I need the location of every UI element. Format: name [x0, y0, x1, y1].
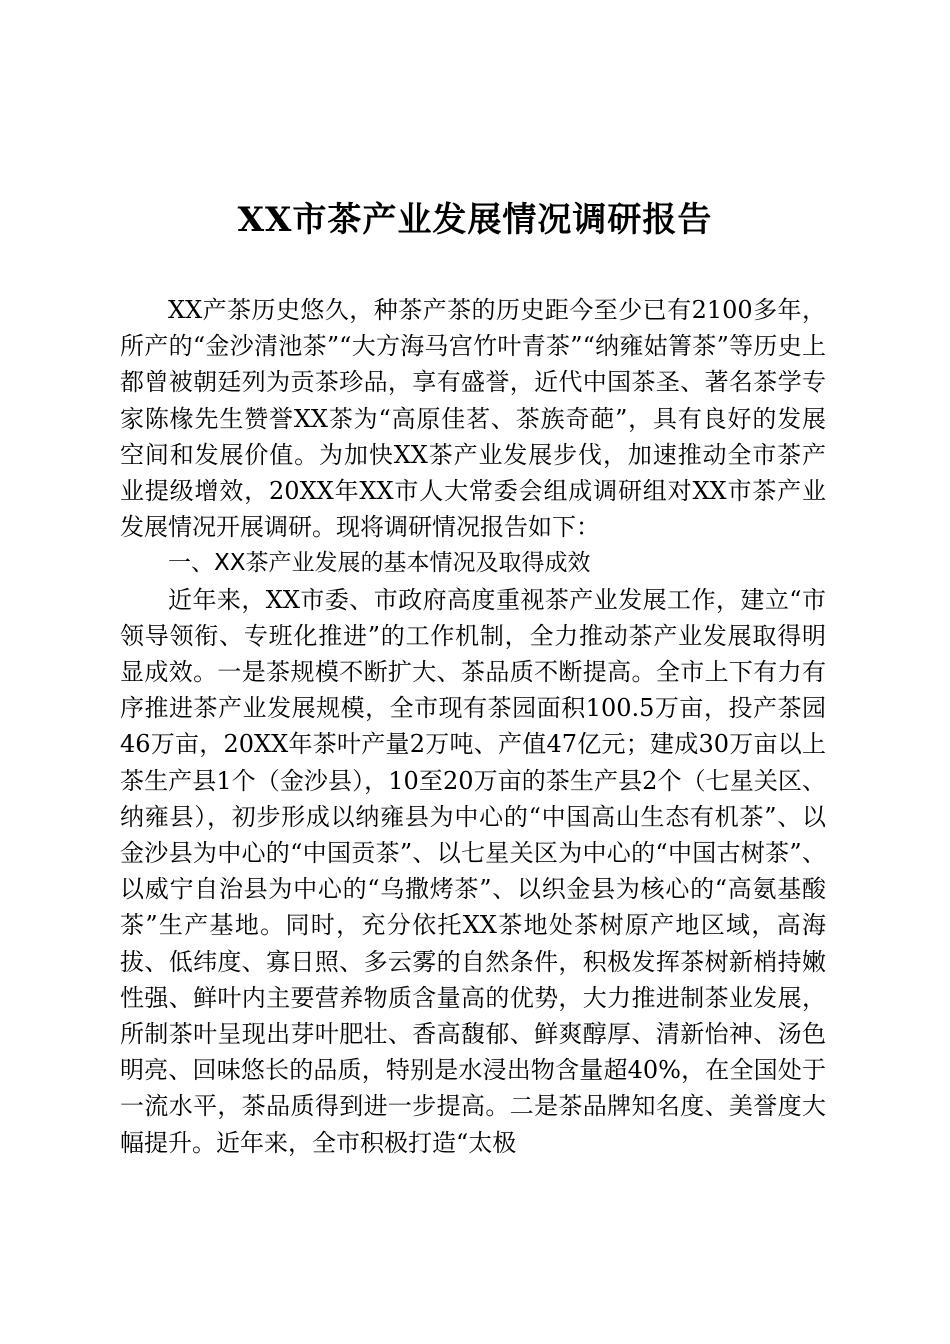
- section-paragraph: 近年来，XX市委、市政府高度重视茶产业发展工作，建立“市领导领衔、专班化推进”的工作机制，全力推动茶产业发展取得明显成效。一是茶规模不断扩大、茶品质不断提高。全市上下有力有序推进茶产业发展规模，全市现有茶园面积100.5万亩，投产茶园46万亩，20XX年茶叶产量2万吨、产值47亿元；建成30万亩以上茶生产县1个（金沙县），10至20万亩的茶生产县2个（七星关区、纳雍县），初步形成以纳雍县为中心的“中国高山生态有机茶”、以金沙县为中心的“中国贡茶”、以七星关区为中心的“中国古树茶”、以威宁自治县为中心的“乌撒烤茶”、以织金县为核心的“高氨基酸茶”生产基地。同时，充分依托XX茶地处茶树原产地区域，高海拔、低纬度、寡日照、多云雾的自然条件，积极发挥茶树新梢持嫩性强、鲜叶内主要营养物质含量高的优势，大力推进制茶业发展，所制茶叶呈现出芽叶肥壮、香高馥郁、鲜爽醇厚、清新怡神、汤色明亮、回味悠长的品质，特别是水浸出物含量超40%，在全国处于一流水平，茶品质得到进一步提高。二是茶品牌知名度、美誉度大幅提升。近年来，全市积极打造“太极: [120, 585, 826, 1157]
- intro-paragraph: XX产茶历史悠久，种茶产茶的历史距今至少已有2100多年，所产的“金沙清池茶”“大方海马宫竹叶青茶”“纳雍姑箐茶”等历史上都曾被朝廷列为贡茶珍品，享有盛誉，近代中国茶圣、著名茶学专家陈椽先生赞誉XX茶为“高原佳茗、茶族奇葩”，具有良好的发展空间和发展价值。为加快XX茶产业发展步伐，加速推动全市茶产业提级增效，20XX年XX市人大常委会组成调研组对XX市茶产业发展情况开展调研。现将调研情况报告如下：: [120, 296, 826, 542]
- document-title: XX市茶产业发展情况调研报告: [237, 200, 713, 240]
- section-heading: 一、XX茶产业发展的基本情况及取得成效: [168, 550, 591, 577]
- document-body: [120, 292, 826, 1161]
